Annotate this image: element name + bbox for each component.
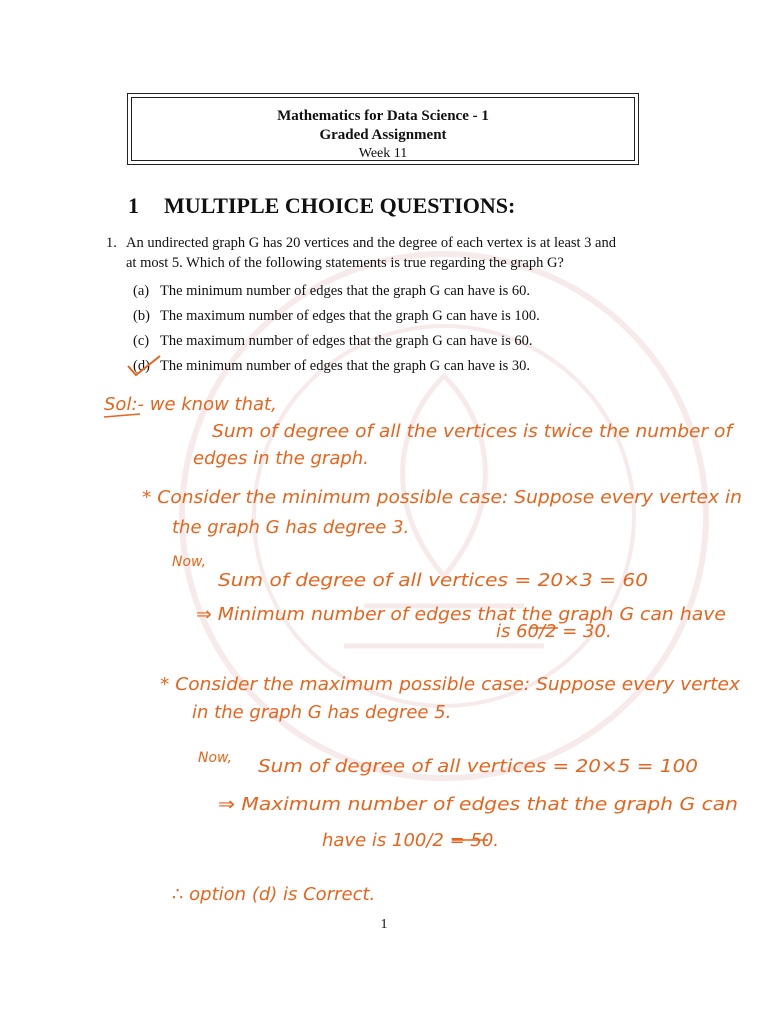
solution-line: Now, [172,554,207,570]
solution-line: ⇒ Minimum number of edges that the graph G can have [196,604,726,625]
option-label: (b) [133,308,150,324]
solution-line: in the graph G has degree 5. [192,702,452,723]
solution-line: is 60/2 = 30. [496,621,612,642]
option-text: The maximum number of edges that the graph G can have is 100. [160,308,540,324]
answer-tick-mark [128,356,160,375]
solution-line: ∴ option (d) is Correct. [172,884,376,905]
assignment-title: Graded Assignment [319,127,447,143]
week-label: Week 11 [358,146,408,161]
section-title: MULTIPLE CHOICE QUESTIONS: [164,193,516,218]
solution-line: ⇒ Maximum number of edges that the graph G can [218,794,738,815]
solution-line: Sum of degree of all vertices = 20×3 = 60 [218,570,648,591]
option-text: The minimum number of edges that the graph G can have is 30. [160,358,531,374]
solution-line: * Consider the maximum possible case: Suppose every vertex [160,674,741,695]
option-text: The minimum number of edges that the graph G can have is 60. [160,283,531,299]
course-title: Mathematics for Data Science - 1 [277,108,489,124]
solution-line: Sol:- we know that, [104,394,277,415]
option-label: (c) [133,333,150,349]
solution-line: edges in the graph. [193,448,369,469]
option-label: (d) [133,358,150,374]
question-number: 1. [106,235,117,251]
solution-line: the graph G has degree 3. [172,517,410,538]
solution-line: Now, [198,750,233,766]
question-text-line-2: at most 5. Which of the following statements is true regarding the graph G? [126,255,564,271]
solution-line: Sum of degree of all vertices = 20×5 = 100 [258,756,698,777]
option-label: (a) [133,283,150,299]
page-number: 1 [380,917,388,932]
solution-line: Sum of degree of all the vertices is twice the number of [212,421,735,442]
option-text: The maximum number of edges that the graph G can have is 60. [160,333,533,349]
solution-line: have is 100/2 = 50. [322,830,500,851]
section-number: 1 [128,193,139,218]
question-text-line-1: An undirected graph G has 20 vertices and the degree of each vertex is at least 3 and [126,235,616,251]
solution-line: * Consider the minimum possible case: Suppose every vertex in [142,487,742,508]
